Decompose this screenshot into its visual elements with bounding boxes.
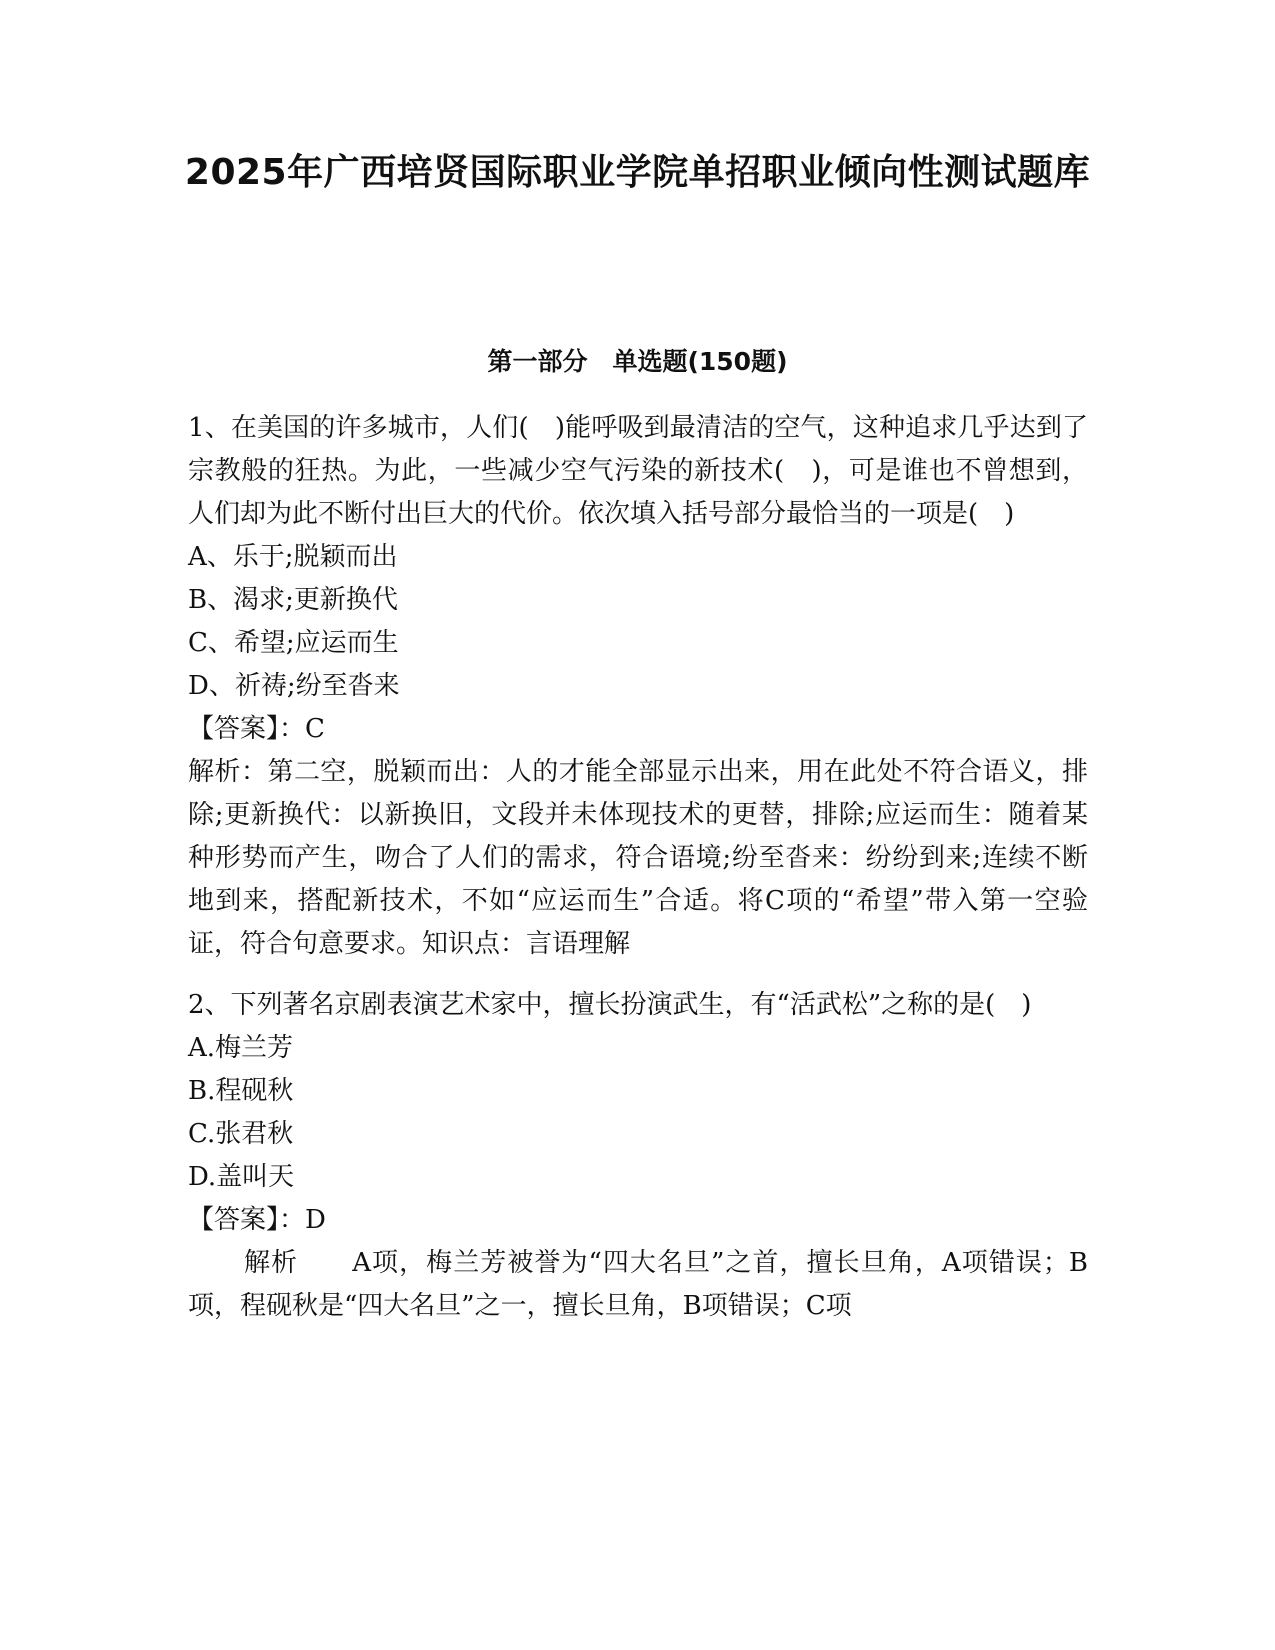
option-d: D.盖叫天	[188, 1162, 295, 1192]
section-title: 第一部分 单选题(150题)	[487, 347, 788, 376]
question-stem: 2、下列著名京剧表演艺术家中，擅长扮演武生，有“活武松”之称的是( )	[188, 990, 1032, 1020]
option-a: A、乐于;脱颖而出	[188, 542, 398, 572]
analysis-text: 解析：第二空，脱颖而出：人的才能全部显示出来，用在此处不符合语义，排除;更新换代：以新换旧，文段并未体现技术的更替，排除;应运而生：随着某种形势而产生，吻合了人们的需求，符合语境;纷至沓来：纷纷到来;连续不断地到来，搭配新技术，不如“应运而生”合适。将C项的“希望”带入第一空验证，符合句意要求。知识点：言语理解	[188, 757, 1088, 959]
option-c: C.张君秋	[188, 1119, 294, 1149]
option-c: C、希望;应运而生	[188, 628, 399, 658]
document-title: 2025年广西培贤国际职业学院单招职业倾向性测试题库	[184, 152, 1091, 193]
option-b: B.程砚秋	[188, 1076, 294, 1106]
question-stem: 1、在美国的许多城市，人们( )能呼吸到最清洁的空气，这种追求几乎达到了宗教般的狂热。为此，一些减少空气污染的新技术( )，可是谁也不曾想到，人们却为此不断付出巨大的代价。依次填入括号部分最恰当的一项是( )	[188, 413, 1088, 529]
question-2	[188, 984, 1088, 1328]
answer-line: 【答案】：D	[188, 1205, 326, 1235]
option-d: D、祈祷;纷至沓来	[188, 671, 400, 701]
option-b: B、渴求;更新换代	[188, 585, 398, 615]
answer-line: 【答案】：C	[188, 714, 325, 744]
question-1	[188, 407, 1088, 966]
analysis-text: 解析 A项，梅兰芳被誉为“四大名旦”之首，擅长旦角，A项错误；B项，程砚秋是“四大名旦”之一，擅长旦角，B项错误；C项	[188, 1248, 1088, 1321]
document-body	[188, 407, 1088, 1328]
option-a: A.梅兰芳	[188, 1033, 294, 1063]
spacer	[188, 966, 1088, 984]
